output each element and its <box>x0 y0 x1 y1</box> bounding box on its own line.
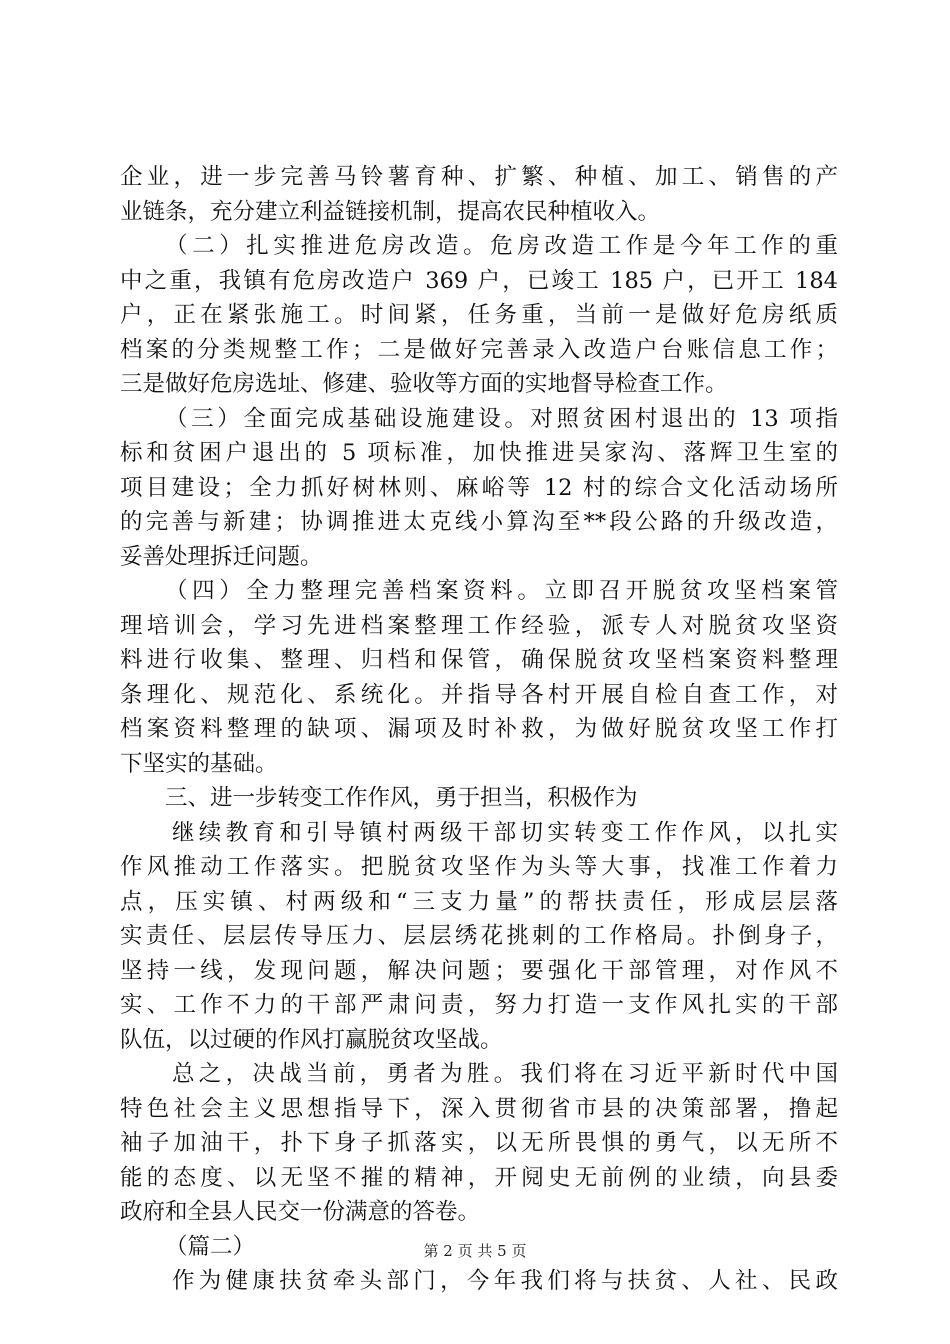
text-line: 理培训会，学习先进档案整理工作经验，派专人对脱贫攻坚资 <box>120 612 838 639</box>
text-line: 作为健康扶贫牵头部门，今年我们将与扶贫、人社、民政 <box>172 1268 838 1294</box>
text-line: 三是做好危房选址、修建、验收等方面的实地督导检查工作。 <box>120 371 728 397</box>
text-line: 妥善处理拆迁问题。 <box>120 543 323 570</box>
text-line: 点，压实镇、村两级和“三支力量”的帮扶责任，形成层层落 <box>120 888 838 915</box>
body-text <box>120 160 838 1299</box>
section-heading-three: 三、进一步转变工作作风，勇于担当，积极作为 <box>165 785 638 811</box>
text-line: 特色社会主义思想指导下，深入贯彻省市县的决策部署，撸起 <box>120 1095 838 1122</box>
text-line: 的完善与新建；协调推进太克线小算沟至**段公路的升级改造， <box>120 509 838 535</box>
text-line: 继续教育和引导镇村两级干部切实转变工作作风，以扎实 <box>172 819 838 846</box>
text-line: 下坚实的基础。 <box>120 750 278 777</box>
text-line: 队伍，以过硬的作风打赢脱贫攻坚战。 <box>120 1026 503 1053</box>
text-line: 能的态度、以无坚不摧的精神，开阋史无前例的业绩，向县委 <box>120 1164 838 1191</box>
section-heading-part-two: （篇二） <box>165 1233 256 1260</box>
text-line: 实、工作不力的干部严肃问责，努力打造一支作风扎实的干部 <box>120 992 838 1018</box>
text-line: 袖子加油干，扑下身子抓落实，以无所畏惧的勇气，以无所不 <box>120 1130 838 1156</box>
text-line: 作风推动工作落实。把脱贫攻坚作为头等大事，找准工作着力 <box>120 854 838 880</box>
text-line: 档案资料整理的缺项、漏项及时补救，为做好脱贫攻坚工作打 <box>120 716 838 742</box>
text-line: 标和贫困户退出的 5 项标准，加快推进吴家沟、落辉卫生室的 <box>120 440 838 466</box>
text-line: 项目建设；全力抓好树林则、麻峪等 12 村的综合文化活动场所 <box>120 474 838 501</box>
text-line: 条理化、规范化、系统化。并指导各村开展自检自查工作，对 <box>120 681 838 708</box>
text-line: 政府和全县人民交一份满意的答卷。 <box>120 1199 481 1225</box>
section-heading-3: （三）全面完成基础设施建设。对照贫困村退出的 13 项指 <box>165 405 838 432</box>
text-line: 中之重，我镇有危房改造户 369 户，已竣工 185 户，已开工 184 <box>120 267 838 294</box>
text-line: 坚持一线，发现问题，解决问题；要强化干部管理，对作风不 <box>120 957 838 984</box>
section-heading-2: （二）扎实推进危房改造。危房改造工作是今年工作的重 <box>165 233 838 259</box>
text-line: 料进行收集、整理、归档和保管，确保脱贫攻坚档案资料整理 <box>120 647 838 673</box>
text-line: 业链条，充分建立利益链接机制，提高农民种植收入。 <box>120 198 661 225</box>
page-number: 第 2 页 共 5 页 <box>423 1242 527 1260</box>
section-heading-4: （四）全力整理完善档案资料。立即召开脱贫攻坚档案管 <box>165 578 838 604</box>
text-line: 户，正在紧张施工。时间紧，任务重，当前一是做好危房纸质 <box>120 302 838 328</box>
text-line: 企业，进一步完善马铃薯育种、扩繁、种植、加工、销售的产 <box>120 164 838 190</box>
text-line: 档案的分类规整工作；二是做好完善录入改造户台账信息工作； <box>120 336 838 363</box>
text-line: 实责任、层层传导压力、层层绣花挑刺的工作格局。扑倒身子， <box>120 923 838 949</box>
text-line: 总之，决战当前，勇者为胜。我们将在习近平新时代中国 <box>172 1061 838 1087</box>
